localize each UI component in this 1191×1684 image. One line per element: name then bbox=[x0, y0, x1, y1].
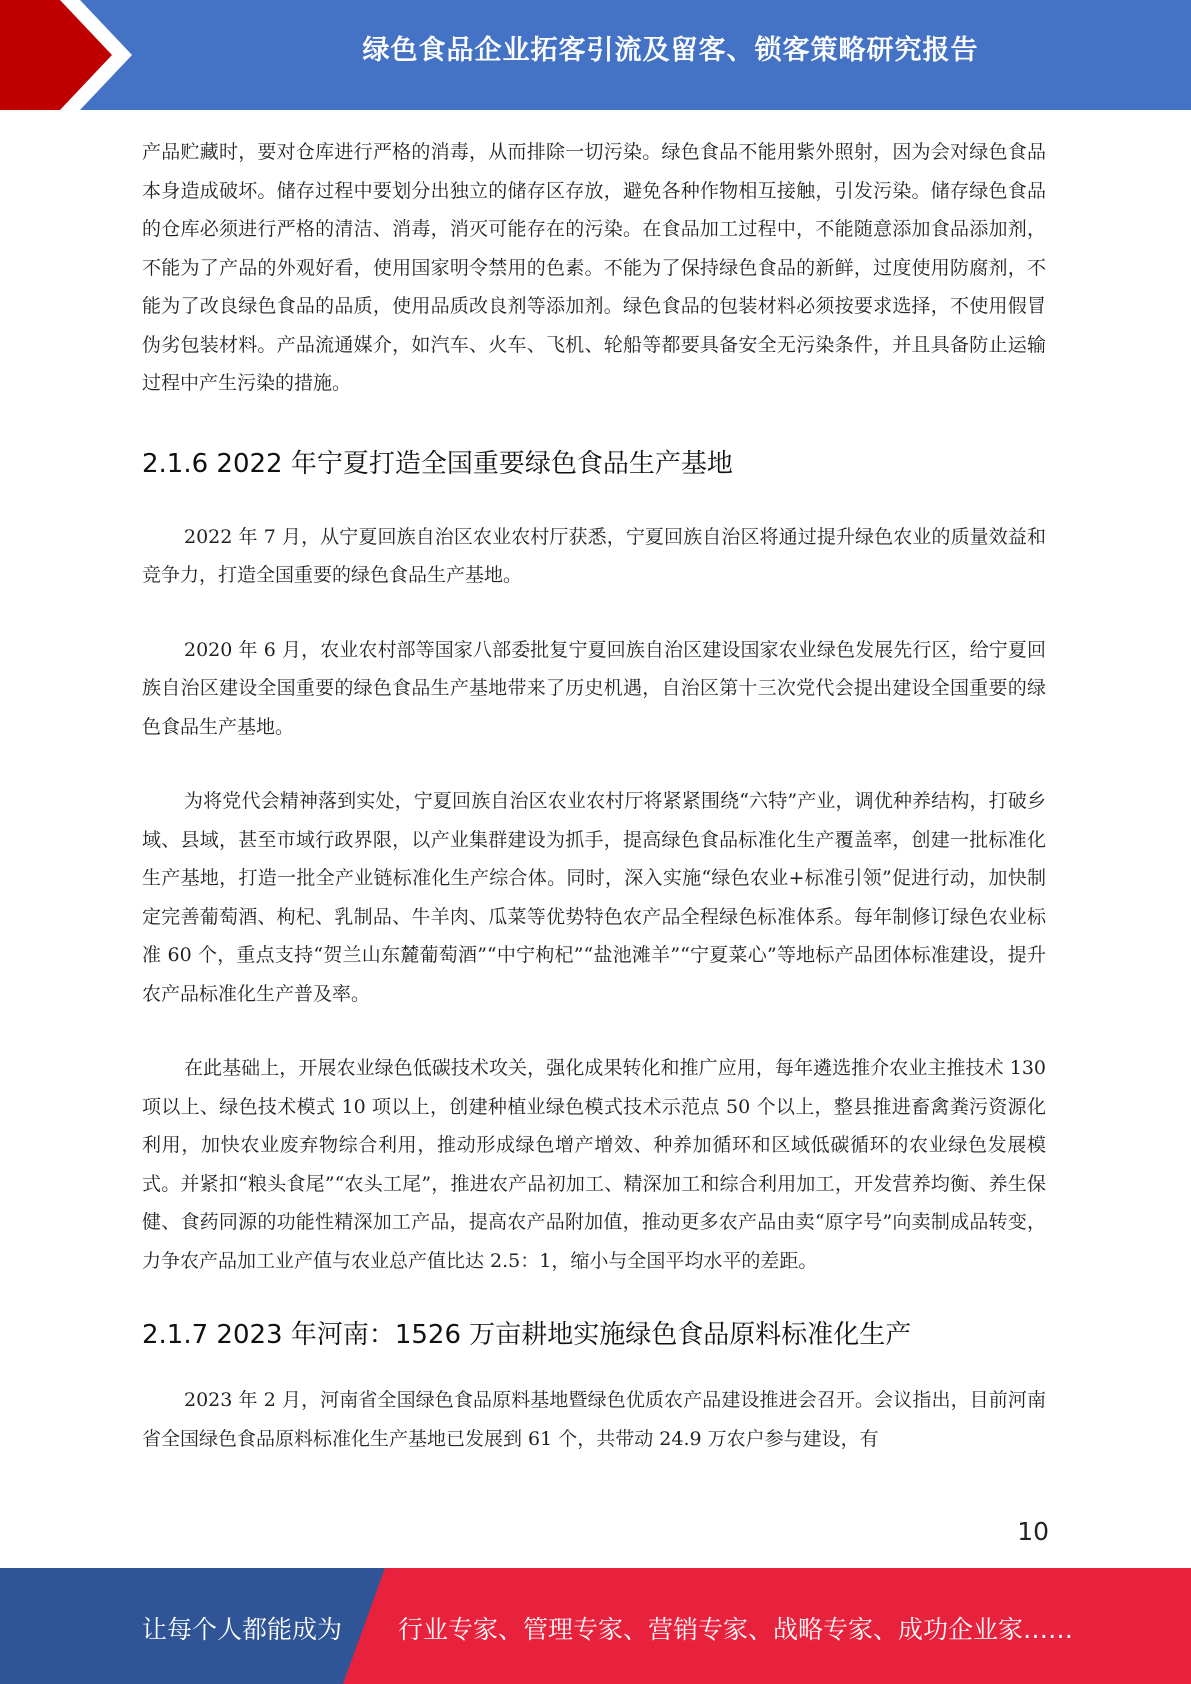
body-paragraph-storage: 产品贮藏时，要对仓库进行严格的消毒，从而排除一切污染。绿色食品不能用紫外照射，因为会对绿色食品本身造成破坏。储存过程中要划分出独立的储存区存放，避免各种作物相互接触，引发污染。储存绿色食品的仓库必须进行严格的清洁、消毒，消灭可能存在的污染。在食品加工过程中，不能随意添加食品添加剂，不能为了产品的外观好看，使用国家明令禁用的色素。不能为了保持绿色食品的新鲜，过度使用防腐剂，不能为了改良绿色食品的品质，使用品质改良剂等添加剂。绿色食品的包装材料必须按要求选择，不使用假冒伪劣包装材料。产品流通媒介，如汽车、火车、飞机、轮船等都要具备安全无污染条件，并且具备防止运输过程中产生污染的措施。 bbox=[142, 141, 1046, 394]
report-title: 绿色食品企业拓客引流及留客、锁客策略研究报告 bbox=[362, 35, 979, 66]
body-paragraph-ningxia-intro: 2022 年 7 月，从宁夏回族自治区农业农村厅获悉，宁夏回族自治区将通过提升绿色农业的质量效益和竞争力，打造全国重要的绿色食品生产基地。 bbox=[142, 525, 1046, 586]
body-paragraph-ningxia-tech: 在此基础上，开展农业绿色低碳技术攻关，强化成果转化和推广应用，每年遴选推介农业主推技术 130 项以上、绿色技术模式 10 项以上，创建种植业绿色模式技术示范点 50 个以上，整县推进畜禽粪污资源化利用，加快农业废弃物综合利用，推动形成绿色增产增效、种养加循环和区域低碳循环的农业绿色发展模式。并紧扣“粮头食尾”“农头工尾”，推进农产品初加工、精深加工和综合利用加工，开发营养均衡、养生保健、食药同源的功能性精深加工产品，提高农产品附加值，推动更多农产品由卖“原字号”向卖制成品转变，力争农产品加工业产值与农业总产值比达 2.5：1，缩小与全国平均水平的差距。 bbox=[142, 1057, 1046, 1272]
footer-slogan-left: 让每个人都能成为 bbox=[142, 1615, 343, 1644]
footer-slogan-right: 行业专家、管理专家、营销专家、战略专家、成功企业家…… bbox=[398, 1615, 1074, 1644]
page-header bbox=[0, 0, 1191, 110]
page-number: 10 bbox=[1017, 1517, 1049, 1546]
page-content bbox=[142, 133, 1046, 1458]
body-paragraph-ningxia-2020: 2020 年 6 月，农业农村部等国家八部委批复宁夏回族自治区建设国家农业绿色发展先行区，给宁夏回族自治区建设全国重要的绿色食品生产基地带来了历史机遇，自治区第十三次党代会提出建设全国重要的绿色食品生产基地。 bbox=[142, 638, 1046, 738]
header-arrow-decoration bbox=[0, 0, 160, 110]
body-paragraph-henan: 2023 年 2 月，河南省全国绿色食品原料基地暨绿色优质农产品建设推进会召开。会议指出，目前河南省全国绿色食品原料标准化生产基地已发展到 61 个，共带动 24.9 万农户参与建设，有 bbox=[142, 1389, 1046, 1450]
section-heading-2-1-7: 2.1.7 2023 年河南：1526 万亩耕地实施绿色食品原料标准化生产 bbox=[142, 1320, 912, 1350]
body-paragraph-ningxia-actions: 为将党代会精神落到实处，宁夏回族自治区农业农村厅将紧紧围绕“六特”产业，调优种养结构，打破乡域、县域，甚至市域行政界限，以产业集群建设为抓手，提高绿色食品标准化生产覆盖率，创建一批标准化生产基地，打造一批全产业链标准化生产综合体。同时，深入实施“绿色农业+标准引领”促进行动，加快制定完善葡萄酒、枸杞、乳制品、牛羊肉、瓜菜等优势特色农产品全程绿色标准体系。每年制修订绿色农业标准 60 个，重点支持“贺兰山东麓葡萄酒”“中宁枸杞”“盐池滩羊”“宁夏菜心”等地标产品团体标准建设，提升农产品标准化生产普及率。 bbox=[142, 790, 1046, 1005]
page-footer bbox=[0, 1568, 1191, 1684]
section-heading-2-1-6: 2.1.6 2022 年宁夏打造全国重要绿色食品生产基地 bbox=[142, 448, 733, 479]
